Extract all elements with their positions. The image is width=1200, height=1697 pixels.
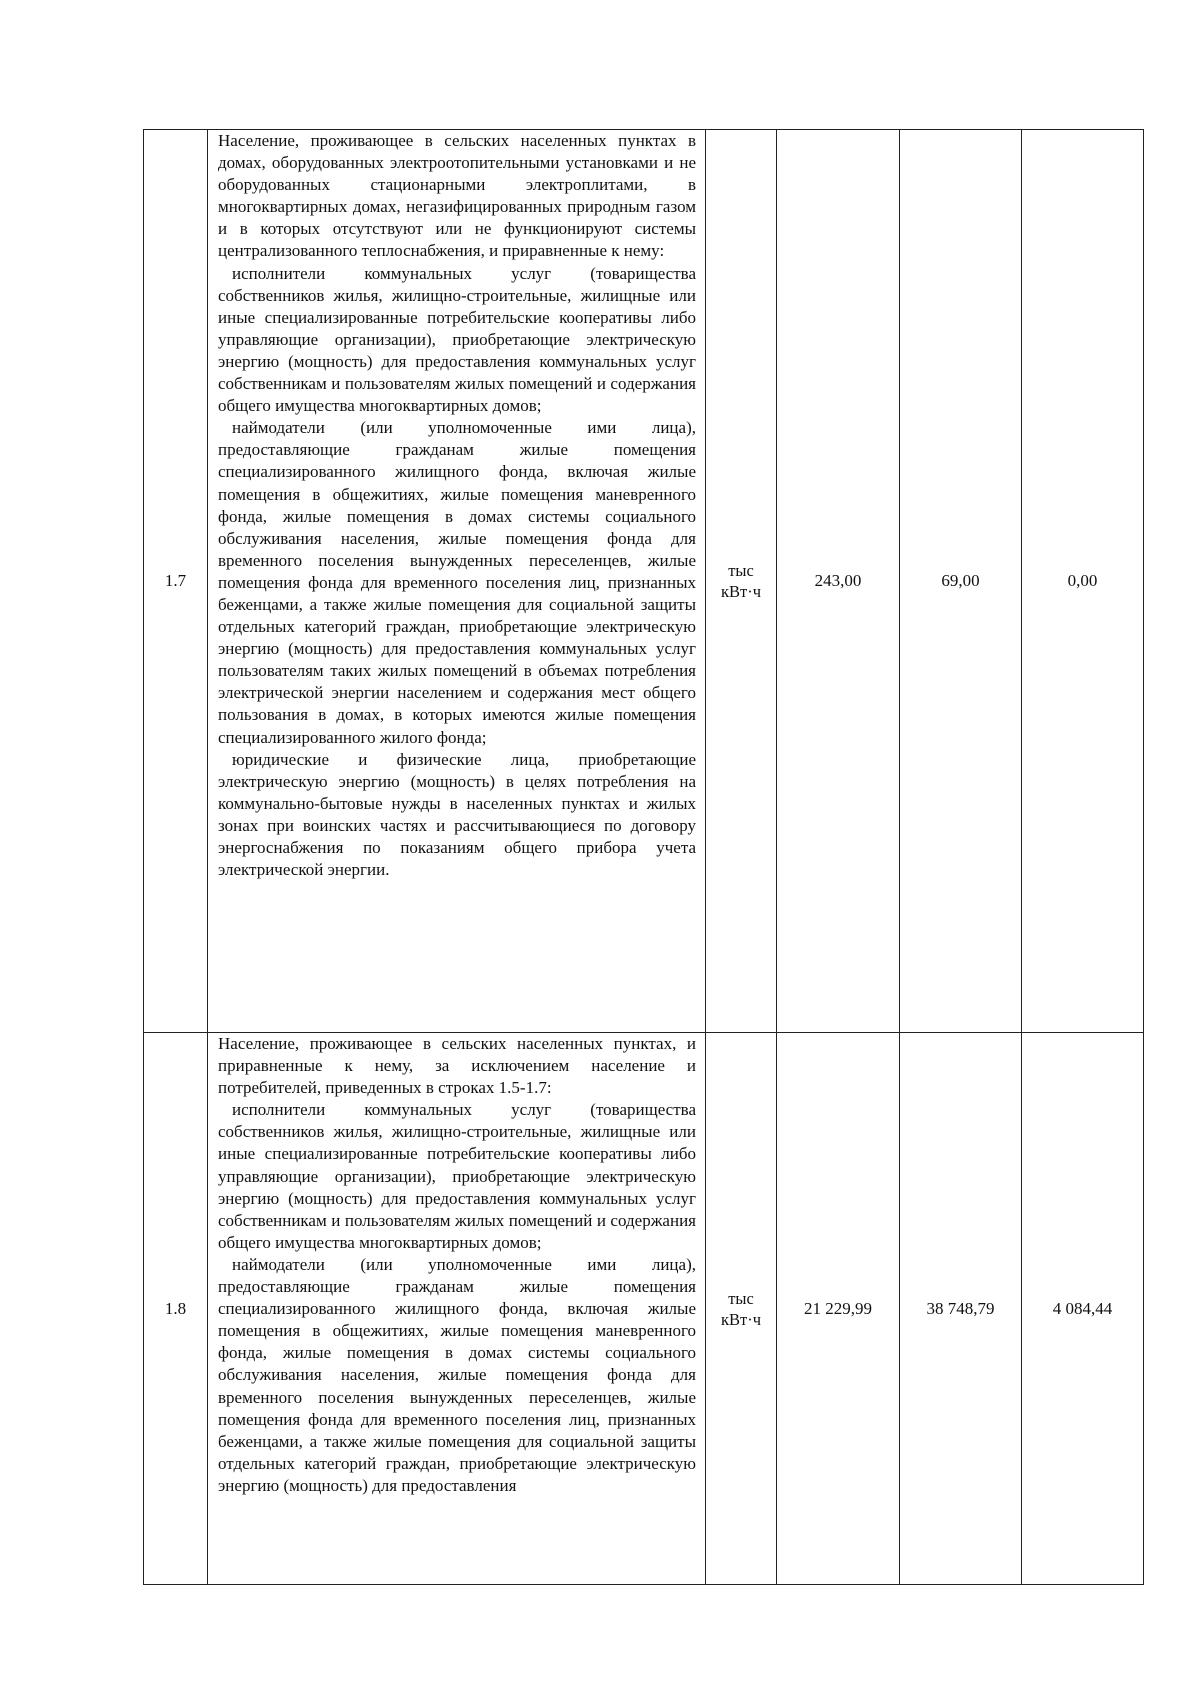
value-cell: 4 084,44 [1022, 1033, 1144, 1585]
unit-cell [706, 130, 777, 1033]
tariff-table [143, 129, 1144, 1585]
value-cell: 38 748,79 [900, 1033, 1022, 1585]
row-number: 1.7 [144, 130, 208, 1033]
description-paragraph: исполнители коммунальных услуг (товарищества собственников жилья, жилищно-строительные, жилищные или иные специализированные потребительские кооперативы либо управляющие организации), приобретающие электрическую энергию (мощность) для предоставления коммунальных услуг собственникам и пользователям жилых помещений и содержания общего имущества многоквартирных домов; [218, 1100, 696, 1252]
row-description [208, 1033, 706, 1585]
table-row [144, 1033, 1144, 1585]
description-paragraph: наймодатели (или уполномоченные ими лица), предоставляющие гражданам жилые помещения специализированного жилищного фонда, включая жилые помещения в общежитиях, жилые помещения маневренного фонда, жилые помещения в домах системы социального обслуживания населения, жилые помещения фонда для временного поселения вынужденных переселенцев, жилые помещения фонда для временного поселения лиц, признанных беженцами, а также жилые помещения для социальной защиты отдельных категорий граждан, приобретающие электрическую энергию (мощность) для предоставления коммунальных услуг пользователям таких жилых помещений в объемах потребления электрической энергии населением и содержания мест общего пользования в домах, в которых имеются жилые помещения специализированного жилого фонда; [218, 418, 696, 747]
row-description [208, 130, 706, 1033]
description-paragraph: исполнители коммунальных услуг (товарищества собственников жилья, жилищно-строительные, жилищные или иные специализированные потребительские кооперативы либо управляющие организации), приобретающие электрическую энергию (мощность) для предоставления коммунальных услуг собственникам и пользователям жилых помещений и содержания общего имущества многоквартирных домов; [218, 263, 696, 416]
value-cell: 243,00 [777, 130, 900, 1033]
unit-cell [706, 1033, 777, 1585]
table-row [144, 130, 1144, 1033]
value-cell: 21 229,99 [777, 1033, 900, 1585]
unit-label: тыс [728, 561, 754, 580]
value-cell: 0,00 [1022, 130, 1144, 1033]
unit-label: кВт·ч [720, 1309, 762, 1329]
row-number: 1.8 [144, 1033, 208, 1585]
unit-label: кВт·ч [720, 582, 762, 601]
description-paragraph: юридические и физические лица, приобретающие электрическую энергию (мощность) в целях потребления на коммунально-бытовые нужды в населенных пунктах и жилых зонах при воинских частях и рассчитывающиеся по договору энергоснабжения по показаниям общего прибора учета электрической энергии. [218, 749, 696, 880]
value-cell: 69,00 [900, 130, 1022, 1033]
description-paragraph: наймодатели (или уполномоченные ими лица), предоставляющие гражданам жилые помещения специализированного жилищного фонда, включая жилые помещения в общежитиях, жилые помещения маневренного фонда, жилые помещения в домах системы социального обслуживания населения, жилые помещения фонда для временного поселения вынужденных переселенцев, жилые помещения фонда для временного поселения лиц, признанных беженцами, а также жилые помещения для социальной защиты отдельных категорий граждан, приобретающие электрическую энергию (мощность) для предоставления [218, 1254, 696, 1495]
description-paragraph: Население, проживающее в сельских населенных пунктах в домах, оборудованных электроотопительными установками и не оборудованных стационарными электроплитами, в многоквартирных домах, негазифицированных природным газом и в которых отсутствуют или не функционируют системы централизованного теплоснабжения, и приравненные к нему: [218, 131, 696, 261]
unit-label: тыс [728, 1288, 754, 1308]
description-paragraph: Население, проживающее в сельских населенных пунктах, и приравненные к нему, за исключением население и потребителей, приведенных в строках 1.5-1.7: [218, 1034, 696, 1098]
